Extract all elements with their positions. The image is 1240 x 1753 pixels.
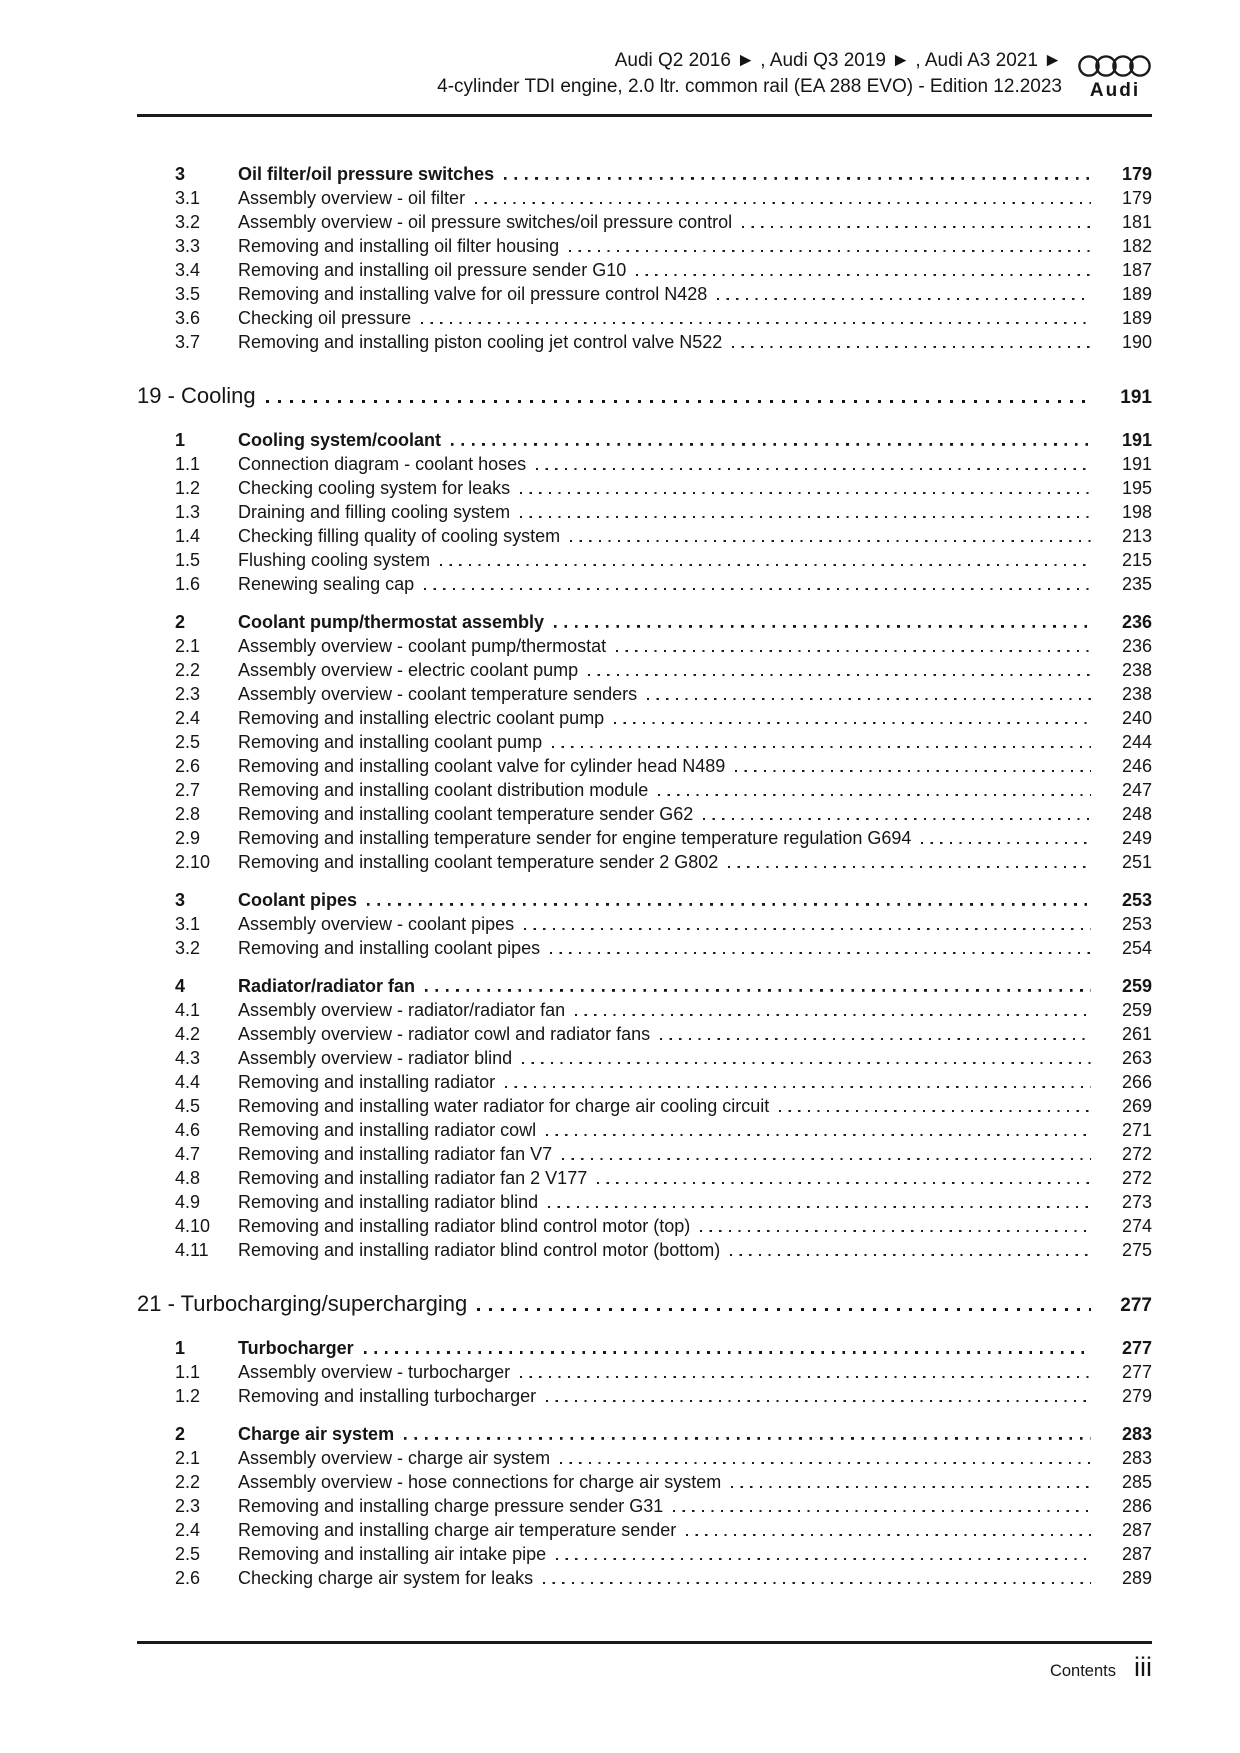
entry-number: 4.11 <box>175 1240 209 1260</box>
entry-number: 2.7 <box>175 780 201 800</box>
entry-page-number: 287 <box>1121 1544 1152 1564</box>
toc-row-item <box>137 1446 1152 1470</box>
dot-leader <box>570 539 1091 542</box>
dot-leader <box>742 225 1091 228</box>
dot-leader <box>520 491 1091 494</box>
dot-leader <box>560 1461 1091 1464</box>
toc-row-item <box>137 1470 1152 1494</box>
entry-title: Removing and installing electric coolant pump <box>238 708 605 728</box>
dot-leader <box>425 989 1091 992</box>
entry-title: Removing and installing valve for oil pressure control N428 <box>238 284 708 304</box>
entry-number: 1.1 <box>175 454 201 474</box>
entry-page-number: 271 <box>1121 1120 1152 1140</box>
entry-title: Coolant pipes <box>238 890 358 910</box>
dot-leader <box>475 201 1091 204</box>
toc-row-item <box>137 1384 1152 1408</box>
toc-row-item <box>137 778 1152 802</box>
toc-row-item <box>137 1190 1152 1214</box>
dot-leader <box>440 563 1091 566</box>
toc-row-item <box>137 912 1152 936</box>
entry-page-number: 277 <box>1120 1295 1152 1316</box>
entry-number: 2.6 <box>175 1568 201 1588</box>
dot-leader <box>451 443 1091 446</box>
entry-page-number: 191 <box>1121 454 1152 474</box>
entry-title: Checking cooling system for leaks <box>238 478 511 498</box>
entry-page-number: 195 <box>1121 478 1152 498</box>
entry-number: 1.6 <box>175 574 201 594</box>
toc-row-section <box>137 610 1152 634</box>
entry-number: 2.1 <box>175 1448 201 1468</box>
dot-leader <box>548 1205 1091 1208</box>
entry-number: 2.10 <box>175 852 211 872</box>
dot-leader <box>424 587 1091 590</box>
entry-page-number: 251 <box>1121 852 1152 872</box>
entry-number: 4.10 <box>175 1216 211 1236</box>
entry-number: 1.2 <box>175 478 201 498</box>
toc-row-item <box>137 330 1152 354</box>
entry-page-number: 277 <box>1121 1362 1152 1382</box>
entry-page-number: 253 <box>1121 890 1152 910</box>
toc-row-item <box>137 306 1152 330</box>
entry-number: 2 <box>175 1424 186 1444</box>
toc-row-item <box>137 634 1152 658</box>
entry-number: 2.8 <box>175 804 201 824</box>
dot-leader <box>520 515 1091 518</box>
entry-page-number: 187 <box>1121 260 1152 280</box>
entry-number: 4.5 <box>175 1096 201 1116</box>
entry-page-number: 272 <box>1121 1168 1152 1188</box>
dot-leader <box>686 1533 1091 1536</box>
entry-title: Assembly overview - turbocharger <box>238 1362 511 1382</box>
dot-leader <box>732 345 1091 348</box>
entry-number: 3.5 <box>175 284 201 304</box>
dot-leader <box>700 1229 1091 1232</box>
entry-number: 3.2 <box>175 212 201 232</box>
toc-row-item <box>137 1214 1152 1238</box>
entry-title: Assembly overview - electric coolant pump <box>238 660 579 680</box>
entry-title: Removing and installing oil pressure sender G10 <box>238 260 627 280</box>
entry-title: Turbocharger <box>238 1338 354 1358</box>
toc-row-item <box>137 998 1152 1022</box>
dot-leader <box>477 1308 1091 1311</box>
entry-page-number: 191 <box>1120 387 1152 408</box>
entry-title: Removing and installing coolant pipes <box>238 938 541 958</box>
entry-number: 3.4 <box>175 260 201 280</box>
entry-page-number: 259 <box>1121 976 1152 996</box>
dot-leader <box>636 273 1091 276</box>
entry-page-number: 246 <box>1121 756 1152 776</box>
toc-row-item <box>137 682 1152 706</box>
entry-title: Draining and filling cooling system <box>238 502 511 522</box>
toc-row-chapter <box>137 380 1152 414</box>
entry-page-number: 289 <box>1121 1568 1152 1588</box>
toc-row-section <box>137 974 1152 998</box>
entry-title: Removing and installing radiator fan 2 V177 <box>238 1168 588 1188</box>
toc-row-item <box>137 754 1152 778</box>
entry-number: 4.2 <box>175 1024 201 1044</box>
toc-row-item <box>137 548 1152 572</box>
toc-row-item <box>137 1094 1152 1118</box>
entry-page-number: 247 <box>1121 780 1152 800</box>
entry-title: Assembly overview - coolant pump/thermostat <box>238 636 607 656</box>
entry-title: Checking charge air system for leaks <box>238 1568 534 1588</box>
entry-number: 1.2 <box>175 1386 201 1406</box>
dot-leader <box>543 1581 1091 1584</box>
entry-page-number: 283 <box>1121 1424 1152 1444</box>
dot-leader <box>731 1485 1091 1488</box>
entry-number: 3.2 <box>175 938 201 958</box>
entry-page-number: 189 <box>1121 308 1152 328</box>
entry-page-number: 236 <box>1121 612 1152 632</box>
dot-leader <box>569 249 1091 252</box>
dot-leader <box>266 400 1091 403</box>
page-footer <box>1050 1652 1152 1682</box>
entry-page-number: 215 <box>1121 550 1152 570</box>
toc-row-item <box>137 706 1152 730</box>
entry-title: 21 - Turbocharging/supercharging <box>137 1291 468 1316</box>
entry-title: Removing and installing charge pressure sender G31 <box>238 1496 664 1516</box>
entry-page-number: 287 <box>1121 1520 1152 1540</box>
entry-number: 1 <box>175 1338 186 1358</box>
footer-page-number: iii <box>1134 1652 1152 1682</box>
entry-page-number: 249 <box>1121 828 1152 848</box>
entry-number: 2.4 <box>175 1520 201 1540</box>
dot-leader <box>556 1557 1091 1560</box>
entry-title: Coolant pump/thermostat assembly <box>238 612 545 632</box>
entry-page-number: 285 <box>1121 1472 1152 1492</box>
toc-row-chapter <box>137 1288 1152 1322</box>
toc-row-section <box>137 428 1152 452</box>
dot-leader <box>552 745 1091 748</box>
dot-leader <box>364 1351 1091 1354</box>
entry-title: Charge air system <box>238 1424 395 1444</box>
toc-row-item <box>137 730 1152 754</box>
entry-page-number: 213 <box>1121 526 1152 546</box>
entry-number: 3.6 <box>175 308 201 328</box>
entry-number: 3.1 <box>175 188 201 208</box>
entry-number: 2.2 <box>175 660 201 680</box>
dot-leader <box>554 625 1091 628</box>
entry-page-number: 248 <box>1121 804 1152 824</box>
entry-page-number: 253 <box>1121 914 1152 934</box>
dot-leader <box>730 1253 1091 1256</box>
dot-leader <box>524 927 1091 930</box>
entry-title: Removing and installing radiator fan V7 <box>238 1144 553 1164</box>
toc-row-item <box>137 258 1152 282</box>
toc-row-section <box>137 162 1152 186</box>
entry-title: Removing and installing radiator blind <box>238 1192 539 1212</box>
entry-page-number: 198 <box>1121 502 1152 522</box>
entry-title: Removing and installing coolant temperature sender G62 <box>238 804 694 824</box>
entry-page-number: 238 <box>1121 660 1152 680</box>
toc-list <box>137 0 1152 1590</box>
dot-leader <box>536 467 1091 470</box>
dot-leader <box>404 1437 1091 1440</box>
entry-title: Removing and installing coolant pump <box>238 732 543 752</box>
entry-number: 2 <box>175 612 186 632</box>
entry-number: 1.4 <box>175 526 201 546</box>
entry-number: 4.3 <box>175 1048 201 1068</box>
toc-row-item <box>137 1166 1152 1190</box>
dot-leader <box>550 951 1091 954</box>
entry-page-number: 191 <box>1121 430 1152 450</box>
dot-leader <box>728 865 1091 868</box>
dot-leader <box>597 1181 1091 1184</box>
dot-leader <box>647 697 1091 700</box>
entry-page-number: 269 <box>1121 1096 1152 1116</box>
entry-page-number: 189 <box>1121 284 1152 304</box>
entry-title: 19 - Cooling <box>137 383 256 408</box>
dot-leader <box>367 903 1091 906</box>
entry-title: Removing and installing temperature sender for engine temperature regulation G694 <box>238 828 912 848</box>
dot-leader <box>504 177 1091 180</box>
entry-page-number: 244 <box>1121 732 1152 752</box>
entry-title: Assembly overview - radiator blind <box>238 1048 513 1068</box>
entry-title: Renewing sealing cap <box>238 574 415 594</box>
dot-leader <box>673 1509 1091 1512</box>
entry-number: 1 <box>175 430 186 450</box>
entry-page-number: 273 <box>1121 1192 1152 1212</box>
entry-title: Removing and installing oil filter housing <box>238 236 560 256</box>
entry-page-number: 283 <box>1121 1448 1152 1468</box>
dot-leader <box>505 1085 1091 1088</box>
toc-row-item <box>137 282 1152 306</box>
entry-page-number: 236 <box>1121 636 1152 656</box>
entry-number: 1.5 <box>175 550 201 570</box>
dot-leader <box>588 673 1091 676</box>
dot-leader <box>921 841 1091 844</box>
toc-row-item <box>137 1566 1152 1590</box>
entry-title: Checking oil pressure <box>238 308 412 328</box>
dot-leader <box>421 321 1091 324</box>
entry-title: Removing and installing coolant temperature sender 2 G802 <box>238 852 719 872</box>
entry-number: 2.4 <box>175 708 201 728</box>
entry-number: 1.1 <box>175 1362 201 1382</box>
entry-page-number: 266 <box>1121 1072 1152 1092</box>
entry-title: Assembly overview - radiator/radiator fan <box>238 1000 566 1020</box>
entry-number: 2.1 <box>175 636 201 656</box>
entry-number: 4.8 <box>175 1168 201 1188</box>
entry-title: Connection diagram - coolant hoses <box>238 454 527 474</box>
dot-leader <box>717 297 1091 300</box>
toc-row-section <box>137 1336 1152 1360</box>
entry-number: 4.6 <box>175 1120 201 1140</box>
entry-title: Removing and installing air intake pipe <box>238 1544 547 1564</box>
entry-number: 3 <box>175 890 186 910</box>
footer-contents-label: Contents <box>1049 1662 1116 1680</box>
toc-row-item <box>137 1494 1152 1518</box>
toc-row-item <box>137 452 1152 476</box>
entry-page-number: 272 <box>1121 1144 1152 1164</box>
toc-row-item <box>137 936 1152 960</box>
entry-number: 4.1 <box>175 1000 201 1020</box>
entry-title: Removing and installing coolant distribution module <box>238 780 649 800</box>
toc-row-item <box>137 826 1152 850</box>
toc-row-item <box>137 658 1152 682</box>
entry-page-number: 182 <box>1121 236 1152 256</box>
entry-title: Removing and installing water radiator for charge air cooling circuit <box>238 1096 770 1116</box>
toc-row-item <box>137 234 1152 258</box>
toc-row-item <box>137 524 1152 548</box>
entry-number: 2.6 <box>175 756 201 776</box>
entry-page-number: 179 <box>1121 164 1152 184</box>
entry-title: Assembly overview - coolant temperature senders <box>238 684 638 704</box>
entry-page-number: 238 <box>1121 684 1152 704</box>
toc-row-item <box>137 572 1152 596</box>
toc-row-item <box>137 500 1152 524</box>
entry-page-number: 263 <box>1121 1048 1152 1068</box>
entry-number: 3.7 <box>175 332 201 352</box>
toc-row-section <box>137 888 1152 912</box>
dot-leader <box>779 1109 1091 1112</box>
entry-number: 2.9 <box>175 828 201 848</box>
entry-number: 3 <box>175 164 186 184</box>
entry-number: 4.7 <box>175 1144 201 1164</box>
entry-title: Removing and installing radiator <box>238 1072 496 1092</box>
entry-title: Cooling system/coolant <box>238 430 442 450</box>
entry-number: 3.1 <box>175 914 201 934</box>
entry-page-number: 240 <box>1121 708 1152 728</box>
toc-row-item <box>137 210 1152 234</box>
entry-page-number: 275 <box>1121 1240 1152 1260</box>
toc-row-item <box>137 186 1152 210</box>
entry-number: 4.4 <box>175 1072 201 1092</box>
dot-leader <box>546 1399 1091 1402</box>
entry-title: Removing and installing radiator blind control motor (bottom) <box>238 1240 721 1260</box>
entry-title: Removing and installing charge air temperature sender <box>238 1520 677 1540</box>
toc-row-item <box>137 1360 1152 1384</box>
entry-number: 3.3 <box>175 236 201 256</box>
entry-number: 4.9 <box>175 1192 201 1212</box>
entry-page-number: 235 <box>1121 574 1152 594</box>
dot-leader <box>703 817 1091 820</box>
footer-rule <box>137 1641 1152 1644</box>
dot-leader <box>522 1061 1091 1064</box>
entry-page-number: 279 <box>1121 1386 1152 1406</box>
toc-row-item <box>137 1518 1152 1542</box>
entry-page-number: 259 <box>1121 1000 1152 1020</box>
entry-number: 2.5 <box>175 732 201 752</box>
dot-leader <box>520 1375 1091 1378</box>
entry-number: 2.2 <box>175 1472 201 1492</box>
dot-leader <box>575 1013 1091 1016</box>
toc-row-item <box>137 1022 1152 1046</box>
entry-title: Flushing cooling system <box>238 550 431 570</box>
entry-number: 2.5 <box>175 1544 201 1564</box>
dot-leader <box>660 1037 1091 1040</box>
toc-row-item <box>137 1070 1152 1094</box>
entry-number: 2.3 <box>175 1496 201 1516</box>
entry-title: Removing and installing turbocharger <box>238 1386 537 1406</box>
entry-page-number: 261 <box>1121 1024 1152 1044</box>
toc-row-item <box>137 1118 1152 1142</box>
entry-title: Removing and installing piston cooling jet control valve N522 <box>238 332 723 352</box>
toc-row-section <box>137 1422 1152 1446</box>
entry-title: Assembly overview - charge air system <box>238 1448 551 1468</box>
entry-title: Oil filter/oil pressure switches <box>238 164 495 184</box>
entry-title: Removing and installing radiator blind control motor (top) <box>238 1216 691 1236</box>
entry-number: 2.3 <box>175 684 201 704</box>
entry-page-number: 181 <box>1121 212 1152 232</box>
entry-page-number: 254 <box>1121 938 1152 958</box>
toc-row-item <box>137 476 1152 500</box>
entry-title: Radiator/radiator fan <box>238 976 416 996</box>
entry-title: Assembly overview - oil filter <box>238 188 466 208</box>
entry-title: Checking filling quality of cooling system <box>238 526 561 546</box>
toc-row-item <box>137 1046 1152 1070</box>
entry-title: Assembly overview - radiator cowl and radiator fans <box>238 1024 651 1044</box>
audi-wordmark: Audi <box>1089 80 1141 101</box>
toc-row-item <box>137 1142 1152 1166</box>
dot-leader <box>562 1157 1091 1160</box>
dot-leader <box>658 793 1091 796</box>
entry-page-number: 274 <box>1121 1216 1152 1236</box>
entry-page-number: 286 <box>1121 1496 1152 1516</box>
dot-leader <box>546 1133 1091 1136</box>
entry-title: Removing and installing coolant valve for cylinder head N489 <box>238 756 726 776</box>
toc-row-item <box>137 1542 1152 1566</box>
dot-leader <box>616 649 1091 652</box>
entry-number: 4 <box>175 976 186 996</box>
dot-leader <box>735 769 1091 772</box>
entry-title: Removing and installing radiator cowl <box>238 1120 537 1140</box>
toc-row-item <box>137 1238 1152 1262</box>
entry-page-number: 277 <box>1121 1338 1152 1358</box>
entry-page-number: 190 <box>1121 332 1152 352</box>
entry-number: 1.3 <box>175 502 201 522</box>
toc-row-item <box>137 802 1152 826</box>
toc-row-item <box>137 850 1152 874</box>
entry-title: Assembly overview - oil pressure switches/oil pressure control <box>238 212 733 232</box>
header-engine-line: 4-cylinder TDI engine, 2.0 ltr. common rail (EA 288 EVO) - Edition 12.2023 <box>437 76 1062 97</box>
header-models-line: Audi Q2 2016 ► , Audi Q3 2019 ► , Audi A3 2021 ► <box>614 50 1062 71</box>
dot-leader <box>614 721 1091 724</box>
entry-title: Assembly overview - hose connections for charge air system <box>238 1472 722 1492</box>
entry-title: Assembly overview - coolant pipes <box>238 914 515 934</box>
entry-page-number: 179 <box>1121 188 1152 208</box>
